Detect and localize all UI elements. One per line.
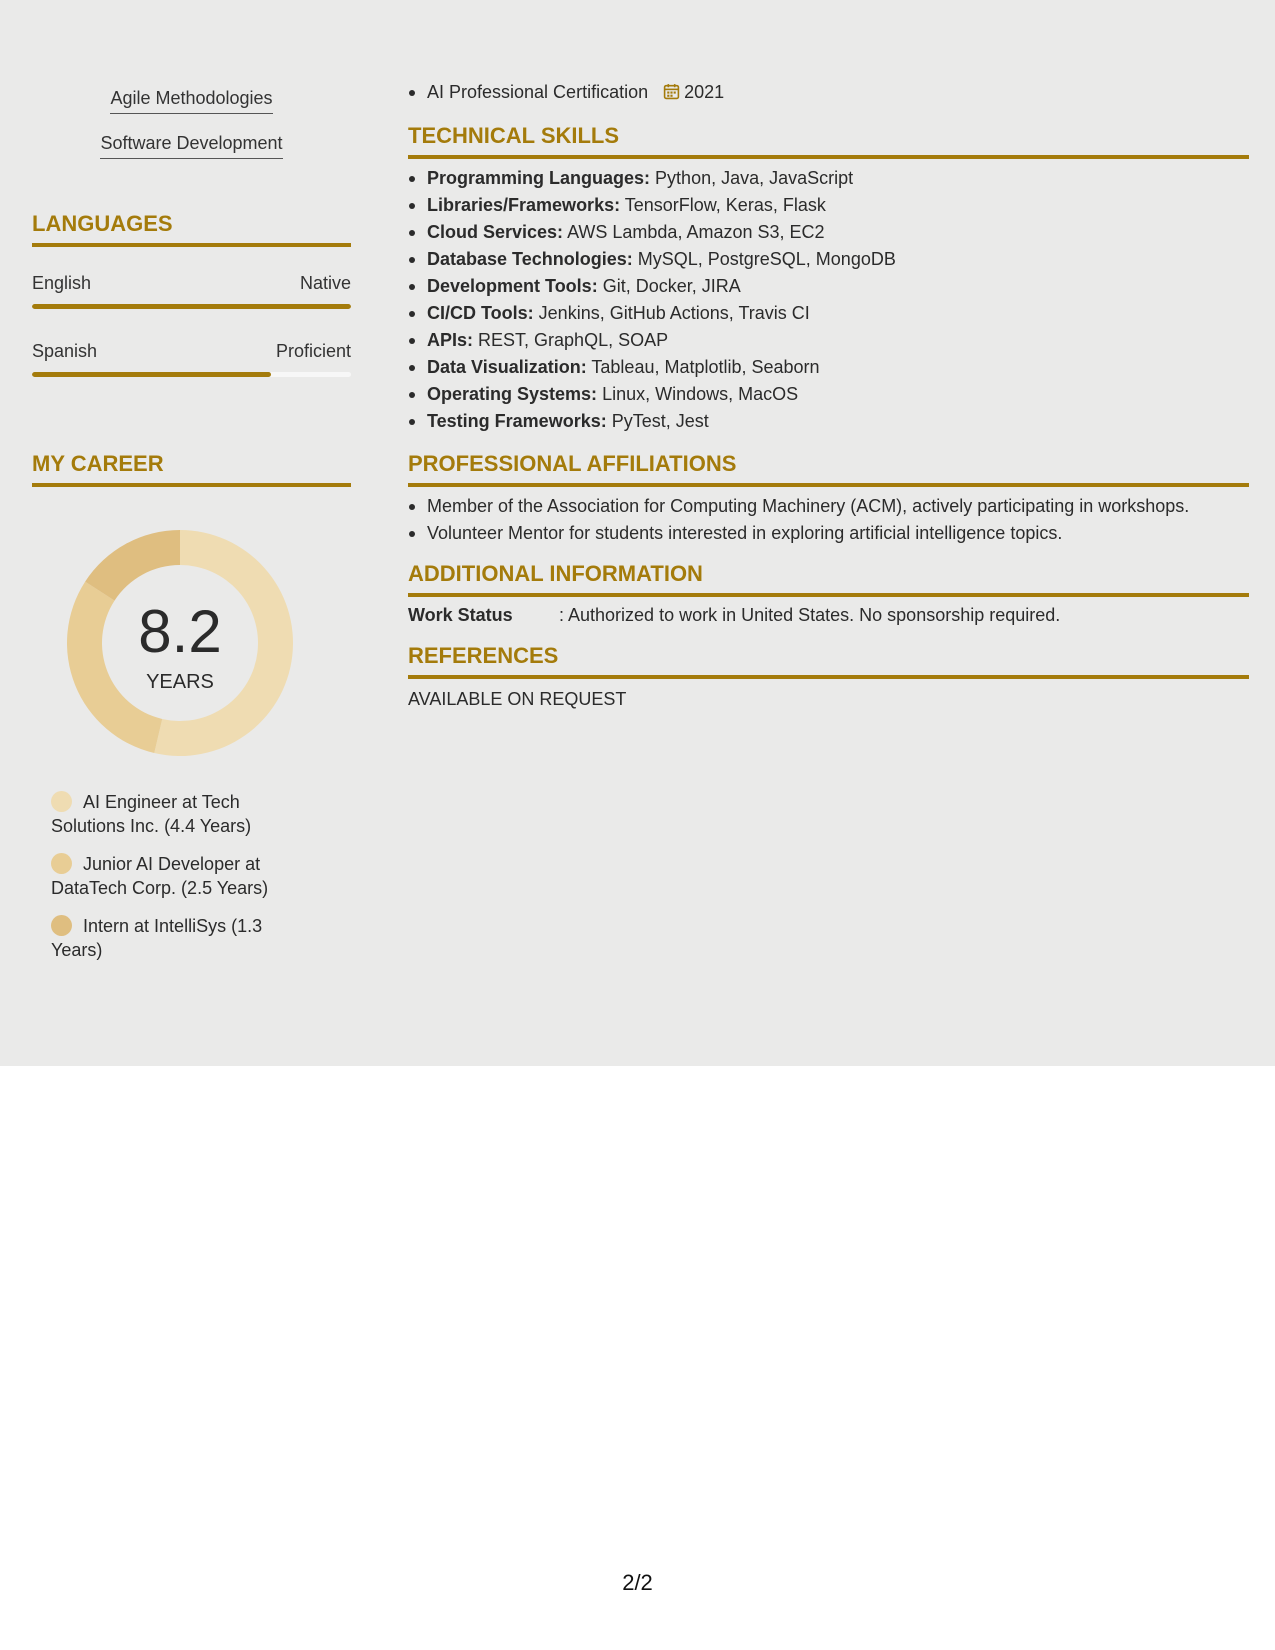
section-divider [408, 675, 1249, 679]
career-legend [51, 790, 301, 976]
total-years-unit: YEARS [146, 671, 214, 693]
skill-item [408, 354, 1249, 381]
skill-label: Libraries/Frameworks: [427, 195, 621, 215]
skill-item [408, 246, 1249, 273]
skill-item [408, 165, 1249, 192]
affiliations-section [408, 450, 1249, 547]
section-title: ADDITIONAL INFORMATION [408, 561, 703, 586]
languages-section [32, 210, 351, 377]
calendar-icon [663, 83, 680, 100]
technical-skills-section [408, 122, 1249, 435]
skill-value: AWS Lambda, Amazon S3, EC2 [567, 222, 825, 242]
language-name: English [32, 273, 92, 293]
legend-item [51, 852, 301, 900]
skill-value: Jenkins, GitHub Actions, Travis CI [538, 303, 810, 323]
info-value: : Authorized to work in United States. No sponsorship required. [559, 605, 1061, 625]
skill-item [408, 192, 1249, 219]
skill-tag: Software Development [100, 131, 282, 159]
certification-year: 2021 [684, 82, 725, 102]
legend-label: AI Engineer at Tech Solutions Inc. (4.4 Years) [51, 792, 252, 836]
skill-label: Programming Languages: [427, 168, 651, 188]
skill-label: Development Tools: [427, 276, 598, 296]
section-divider [32, 483, 351, 487]
skill-item [408, 408, 1249, 435]
affiliation-item: Member of the Association for Computing Machinery (ACM), actively participating in workshops. [408, 493, 1249, 520]
language-level: Proficient [275, 341, 351, 361]
certification-name: AI Professional Certification [427, 82, 649, 102]
skill-item [408, 327, 1249, 354]
skill-item [408, 381, 1249, 408]
skill-value: PyTest, Jest [611, 411, 709, 431]
language-item [32, 339, 351, 377]
skill-item [408, 300, 1249, 327]
legend-item [51, 790, 301, 838]
legend-swatch [51, 791, 72, 812]
affiliations-list [408, 493, 1249, 547]
section-title: TECHNICAL SKILLS [408, 123, 620, 148]
certification-date [663, 82, 724, 102]
technical-skills-list [408, 165, 1249, 435]
legend-swatch [51, 853, 72, 874]
affiliation-item: Volunteer Mentor for students interested in exploring artificial intelligence topics. [408, 520, 1249, 547]
donut-center [67, 530, 293, 756]
skill-label: Data Visualization: [427, 357, 587, 377]
info-key: Work Status [408, 605, 513, 625]
legend-swatch [51, 915, 72, 936]
additional-info-section [408, 560, 1249, 627]
language-progress-bar [32, 304, 351, 309]
page-number: 2/2 [622, 1570, 653, 1595]
references-text: AVAILABLE ON REQUEST [408, 689, 627, 709]
section-title: REFERENCES [408, 643, 559, 668]
section-title: MY CAREER [32, 451, 164, 476]
career-donut-chart [67, 530, 293, 756]
skill-tag: Agile Methodologies [110, 86, 272, 114]
language-progress-bar [32, 372, 351, 377]
skill-label: Operating Systems: [427, 384, 598, 404]
skill-item [408, 273, 1249, 300]
language-name: Spanish [32, 341, 98, 361]
language-progress-fill [32, 372, 271, 377]
skill-label: Database Technologies: [427, 249, 633, 269]
legend-label: Junior AI Developer at DataTech Corp. (2.5 Years) [51, 854, 269, 898]
skill-value: MySQL, PostgreSQL, MongoDB [637, 249, 896, 269]
section-title: LANGUAGES [32, 211, 173, 236]
section-divider [408, 155, 1249, 159]
certification-item [408, 79, 1249, 106]
section-divider [32, 243, 351, 247]
skill-label: Cloud Services: [427, 222, 564, 242]
skill-item [408, 219, 1249, 246]
skill-label: CI/CD Tools: [427, 303, 534, 323]
legend-label: Intern at IntelliSys (1.3 Years) [51, 916, 263, 960]
references-section [408, 642, 1249, 711]
info-row [408, 603, 1249, 627]
section-divider [408, 593, 1249, 597]
skill-value: REST, GraphQL, SOAP [478, 330, 669, 350]
language-item [32, 271, 351, 309]
total-years-value: 8.2 [138, 598, 222, 665]
skill-value: Python, Java, JavaScript [655, 168, 854, 188]
section-title: PROFESSIONAL AFFILIATIONS [408, 451, 737, 476]
section-divider [408, 483, 1249, 487]
legend-item [51, 914, 301, 962]
language-progress-fill [32, 304, 351, 309]
language-level: Native [299, 273, 351, 293]
skill-value: TensorFlow, Keras, Flask [624, 195, 826, 215]
skill-label: Testing Frameworks: [427, 411, 607, 431]
skill-value: Linux, Windows, MacOS [602, 384, 799, 404]
skill-label: APIs: [427, 330, 474, 350]
skill-value: Git, Docker, JIRA [602, 276, 741, 296]
skill-value: Tableau, Matplotlib, Seaborn [591, 357, 820, 377]
career-section [32, 450, 351, 960]
skill-tags [32, 86, 351, 176]
certification-list [408, 79, 1249, 106]
